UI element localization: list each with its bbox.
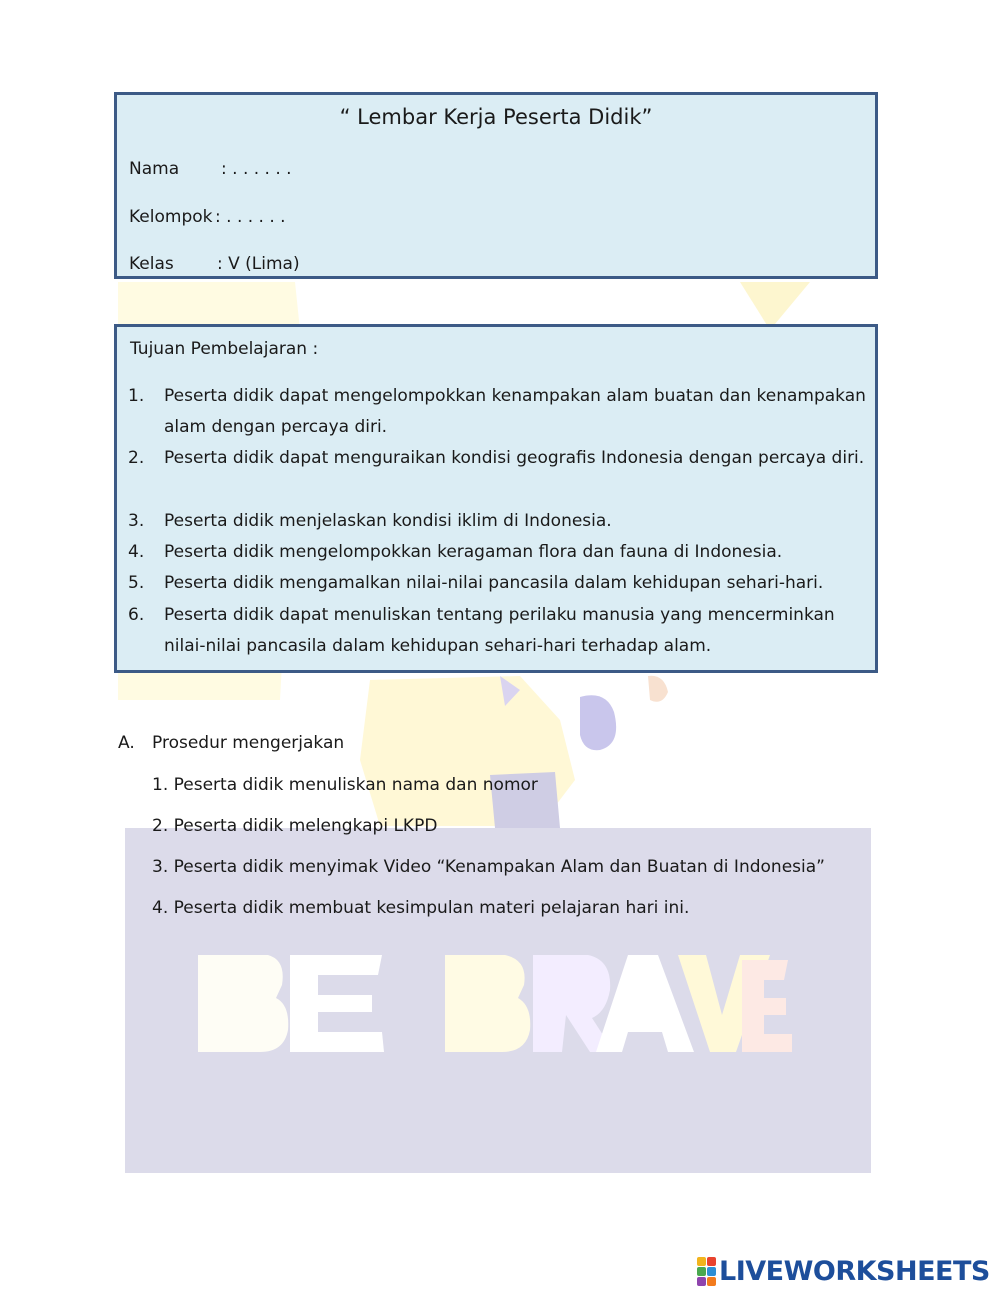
goal-number: 2.: [128, 448, 145, 468]
goal-text: Peserta didik mengelompokkan keragaman flora dan fauna di Indonesia.: [164, 542, 783, 562]
procedure-step: 2. Peserta didik melengkapi LKPD: [152, 816, 438, 836]
field-kelas: [129, 254, 300, 274]
goal-item: [128, 443, 868, 474]
section-marker: A.: [118, 733, 135, 753]
procedure-step: 1. Peserta didik menuliskan nama dan nomor: [152, 775, 538, 795]
section-title: Prosedur mengerjakan: [152, 733, 345, 753]
goal-item: [128, 381, 868, 443]
field-value-kelas: : V (Lima): [217, 254, 300, 274]
goal-text: Peserta didik mengamalkan nilai-nilai pancasila dalam kehidupan sehari-hari.: [164, 573, 824, 593]
goal-number: 4.: [128, 542, 145, 562]
logo-icon: [697, 1257, 716, 1286]
procedure-step: 3. Peserta didik menyimak Video “Kenampakan Alam dan Buatan di Indonesia”: [152, 857, 825, 877]
field-label: Nama: [129, 159, 180, 179]
character-hand-right: [648, 676, 668, 702]
field-label: Kelompok: [129, 207, 213, 227]
goal-text: Peserta didik dapat menuliskan tentang perilaku manusia yang mencerminkan nilai-nilai pancasila dalam kehidupan sehari-hari terhadap alam.: [164, 605, 835, 656]
worksheet-title: “ Lembar Kerja Peserta Didik”: [339, 105, 653, 129]
field-label: Kelas: [129, 254, 174, 274]
field-kelompok: [129, 207, 286, 227]
worksheet-header-box: [114, 92, 878, 279]
goal-item: [128, 506, 868, 537]
field-nama: [129, 159, 292, 179]
brand-name: LIVEWORKSHEETS: [719, 1256, 990, 1287]
field-value-nama[interactable]: : . . . . . .: [221, 159, 292, 179]
goal-item: [128, 600, 868, 662]
liveworksheets-logo[interactable]: [697, 1256, 990, 1287]
goal-text: Peserta didik menjelaskan kondisi iklim di Indonesia.: [164, 511, 612, 531]
goal-text: Peserta didik dapat menguraikan kondisi geografis Indonesia dengan percaya diri.: [164, 448, 865, 468]
goal-text: Peserta didik dapat mengelompokkan kenampakan alam buatan dan kenampakan alam dengan percaya diri.: [164, 386, 866, 437]
goal-item: [128, 537, 868, 568]
field-value-kelompok[interactable]: : . . . . . .: [215, 207, 286, 227]
yellow-bolt-right: [740, 282, 810, 330]
goal-item: [128, 568, 868, 599]
goal-number: 1.: [128, 386, 145, 406]
character-glove: [580, 695, 616, 750]
goals-heading: Tujuan Pembelajaran :: [130, 339, 319, 359]
goal-number: 5.: [128, 573, 145, 593]
procedure-step: 4. Peserta didik membuat kesimpulan materi pelajaran hari ini.: [152, 898, 690, 918]
learning-goals-box: [114, 324, 878, 673]
goal-number: 3.: [128, 511, 145, 531]
goal-number: 6.: [128, 605, 145, 625]
